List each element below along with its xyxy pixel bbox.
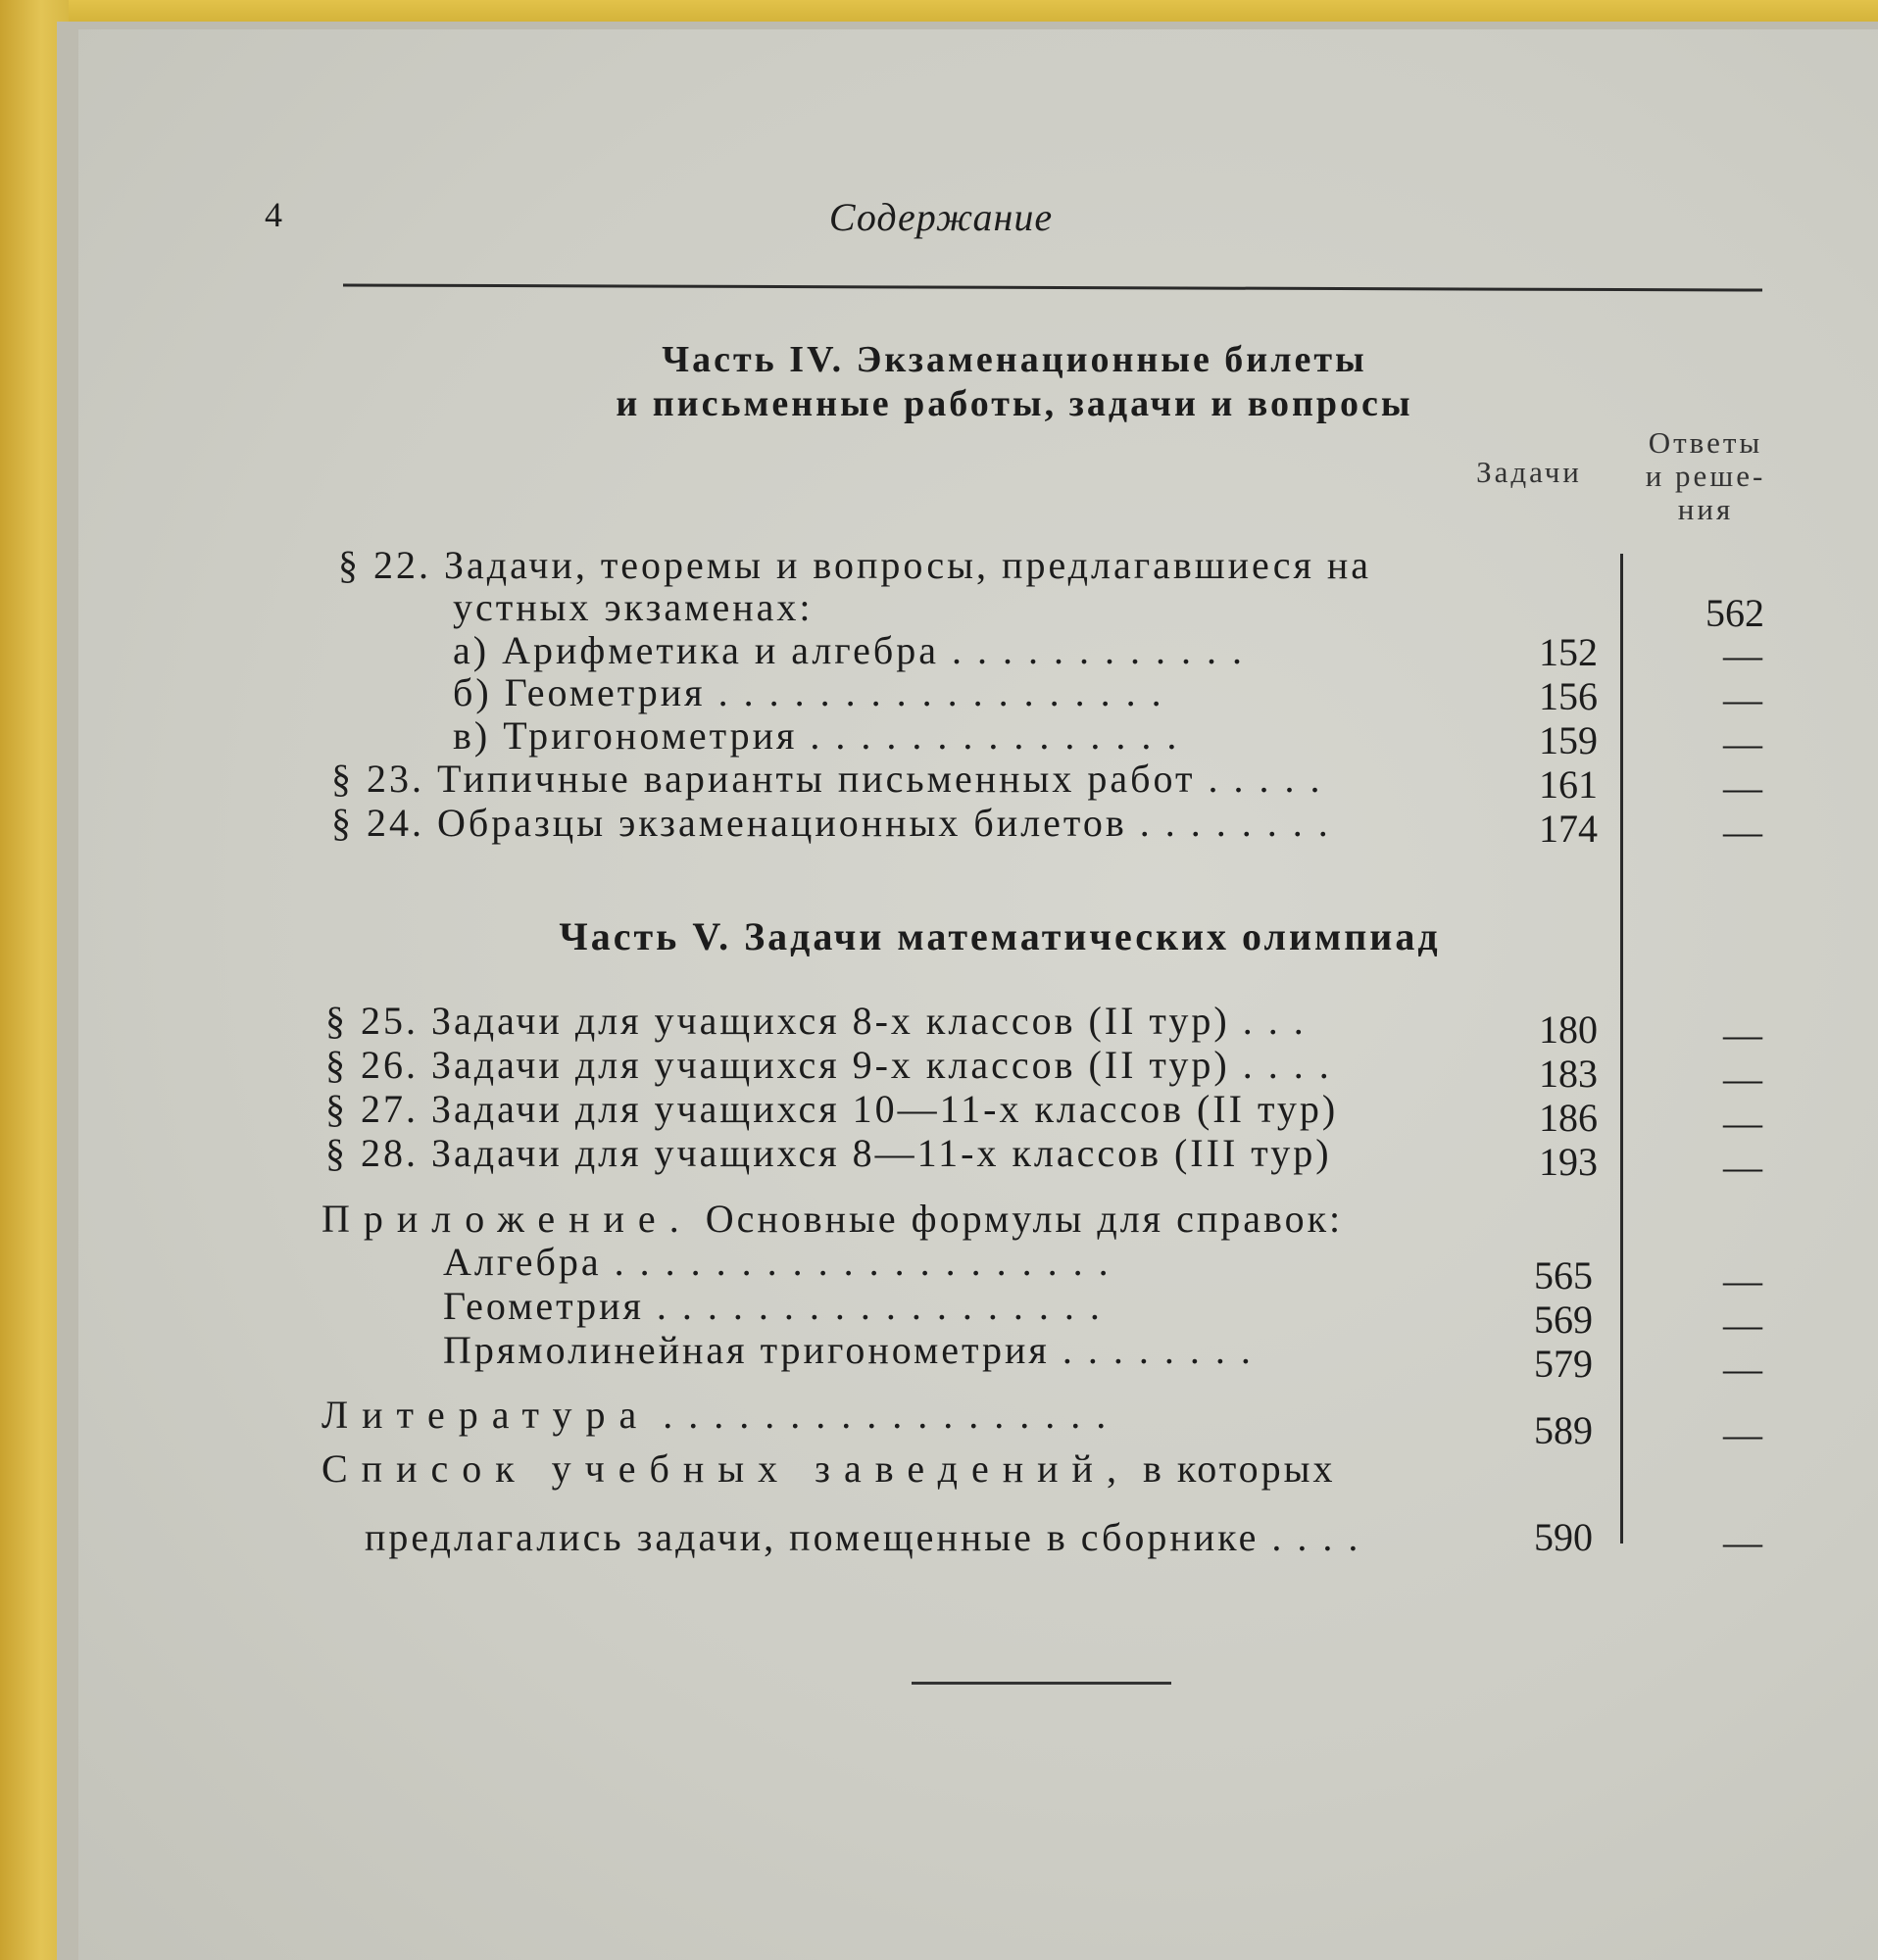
- toc-page-s28: 193: [1539, 1140, 1598, 1184]
- toc-answer-trigonometry: —: [1723, 1347, 1762, 1391]
- running-title: Содержание: [828, 195, 1054, 239]
- toc-entry-s22a: а) Арифметика и алгебра . . . . . . . . . . . .: [453, 628, 1246, 672]
- toc-entry-s28: § 28. Задачи для учащихся 8—11-х классов (III тур): [325, 1131, 1332, 1175]
- toc-entry-institutions-line1: [321, 1446, 1336, 1492]
- institutions-title-spaced: Список учебных заведений,: [321, 1446, 1130, 1491]
- appendix-title-rest: Основные формулы для справок:: [705, 1197, 1344, 1241]
- toc-page-s22c: 159: [1539, 718, 1598, 762]
- toc-entry-trigonometry: Прямолинейная тригонометрия . . . . . . . .: [443, 1328, 1254, 1372]
- toc-appendix-title: [321, 1196, 1343, 1242]
- toc-answer-s22: 562: [1705, 591, 1764, 635]
- appendix-title-spaced: Приложение.: [321, 1197, 693, 1241]
- toc-answer-institutions: —: [1723, 1520, 1762, 1564]
- toc-entry-algebra: Алгебра . . . . . . . . . . . . . . . . . . . .: [443, 1240, 1112, 1284]
- toc-answer-literature: —: [1723, 1412, 1762, 1456]
- toc-entry-s26: § 26. Задачи для учащихся 9-х классов (II тур) . . . .: [325, 1043, 1332, 1087]
- part4-title-line2: и письменные работы, задачи и вопросы: [616, 383, 1413, 424]
- toc-entry-s27: § 27. Задачи для учащихся 10—11-х классов (II тур): [325, 1087, 1339, 1131]
- toc-answer-s24: —: [1723, 809, 1762, 854]
- book-page: [78, 29, 1878, 1960]
- literature-dots: . . . . . . . . . . . . . . . . . .: [663, 1393, 1110, 1437]
- toc-entry-institutions-line2: предлагались задачи, помещенные в сборнике . . . .: [365, 1515, 1361, 1559]
- part5-title: Часть V. Задачи математических олимпиад: [559, 914, 1441, 958]
- toc-page-s22b: 156: [1539, 674, 1598, 718]
- toc-answer-geometry: —: [1723, 1302, 1762, 1347]
- toc-entry-s24: § 24. Образцы экзаменационных билетов . . . . . . . .: [331, 801, 1331, 845]
- toc-page-s23: 161: [1539, 762, 1598, 807]
- toc-entry-geometry: Геометрия . . . . . . . . . . . . . . . . . .: [443, 1284, 1103, 1328]
- toc-entry-s22b: б) Геометрия . . . . . . . . . . . . . . . . . .: [453, 670, 1164, 714]
- toc-answer-s22c: —: [1723, 721, 1762, 765]
- toc-page-s24: 174: [1539, 807, 1598, 851]
- toc-entry-s22-line2: устных экзаменах:: [453, 585, 814, 629]
- column-header-answers-line3: ния: [1677, 492, 1734, 526]
- column-divider: [1620, 554, 1623, 1544]
- column-header-answers-line1: Ответы: [1648, 425, 1763, 460]
- toc-page-s22a: 152: [1539, 630, 1598, 674]
- toc-page-s26: 183: [1539, 1052, 1598, 1096]
- toc-answer-s22b: —: [1723, 677, 1762, 721]
- toc-entry-s22c: в) Тригонометрия . . . . . . . . . . . . . . .: [453, 713, 1180, 758]
- toc-page-s27: 186: [1539, 1096, 1598, 1140]
- institutions-title-rest: в которых: [1142, 1446, 1336, 1491]
- toc-answer-algebra: —: [1723, 1258, 1762, 1302]
- toc-answer-s28: —: [1723, 1145, 1762, 1189]
- toc-entry-s25: § 25. Задачи для учащихся 8-х классов (II тур) . . .: [325, 999, 1307, 1043]
- toc-page-algebra: 565: [1534, 1253, 1593, 1298]
- toc-answer-s25: —: [1723, 1012, 1762, 1056]
- literature-label: Литература: [321, 1393, 651, 1437]
- toc-entry-s22-line1: § 22. Задачи, теоремы и вопросы, предлагавшиеся на: [338, 543, 1372, 587]
- toc-entry-literature: [321, 1392, 1109, 1438]
- toc-page-trigonometry: 579: [1534, 1342, 1593, 1386]
- toc-answer-s23: —: [1723, 765, 1762, 809]
- toc-answer-s22a: —: [1723, 633, 1762, 677]
- column-header-problems: Задачи: [1476, 455, 1582, 489]
- column-header-answers-line2: и реше-: [1645, 459, 1766, 493]
- toc-page-s25: 180: [1539, 1007, 1598, 1052]
- part4-title-line1: Часть IV. Экзаменационные билеты: [662, 339, 1367, 380]
- toc-answer-s27: —: [1723, 1101, 1762, 1145]
- toc-answer-s26: —: [1723, 1056, 1762, 1101]
- end-rule: [912, 1682, 1171, 1685]
- toc-entry-s23: § 23. Типичные варианты письменных работ . . . . .: [331, 757, 1323, 801]
- toc-page-literature: 589: [1534, 1408, 1593, 1452]
- toc-page-institutions: 590: [1534, 1515, 1593, 1559]
- toc-page-geometry: 569: [1534, 1298, 1593, 1342]
- page-number: 4: [265, 195, 282, 234]
